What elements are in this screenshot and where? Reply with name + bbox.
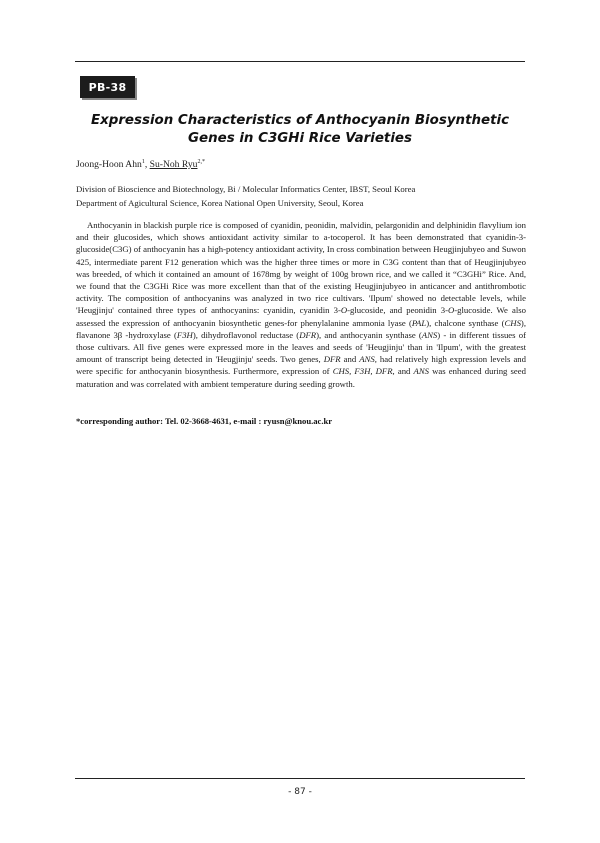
gene-pal: PAL — [411, 317, 427, 328]
gene-dfr: DFR — [323, 354, 341, 365]
gene-chs: CHS — [504, 317, 521, 328]
author-2-affil: 2,* — [197, 159, 205, 165]
author-list — [76, 159, 205, 170]
abstract-italic: O — [447, 305, 455, 316]
abstract-text: -glucoside, and peonidin 3- — [347, 305, 448, 316]
gene-list: CHS, F3H, DFR — [332, 366, 393, 377]
bottom-rule — [75, 778, 525, 779]
gene-ans: ANS — [359, 354, 375, 365]
affiliation-2: Department of Agicultural Science, Korea National Open University, Seoul, Korea — [76, 198, 364, 208]
abstract-text: , had relatively high expression levels and were specific for anthocyanin biosynthesis. Furthermore, expression of — [76, 354, 526, 377]
gene-ans: ANS — [413, 366, 429, 377]
gene-dfr: DFR — [299, 329, 317, 340]
author-1-affil: 1 — [141, 159, 145, 165]
abstract — [76, 219, 526, 390]
author-2: Su-Noh Ryu — [149, 159, 198, 171]
abstract-italic: O — [340, 305, 348, 316]
corresponding-author: *corresponding author: Tel. 02-3668-4631, e-mail : ryusn@knou.ac.kr — [76, 416, 333, 426]
abstract-text: Anthocyanin in blackish purple rice is composed of cyanidin, peonidin, malvidin, pelargonidin and delphinidin flavylium ion and their glucosides, which shows antioxidant activity similar to a-tocoperol. It has been demonstrated that cyanidin-3-glucoside(C3G) of anthocyanin has a high-potency antioxidant activity, In cross combination between Heugjinjubyeo and Suwon 425, intermediate parent F12 generation which was the higher three times or more in C3G content than that of Heugjinjubyeo was breeded, of which it contained an amount of 1678mg by weight of 100g brown rice, and we called it “C3GHi” Rice. And, we found that the C3GHi Rice was more excellent than that of the existing Heugjinjubyeo in anticancer and antithrombotic activity. The composition of anthocyanins was analyzed in two rice cultivars. 'Ilpum' showed no detectable levels, while 'Heugjinju' contained three types of anthocyanins: cyanidin, cyanidin 3- — [76, 220, 526, 316]
poster-id-badge: PB-38 — [80, 76, 135, 98]
affiliations — [76, 182, 526, 210]
paper-title — [75, 112, 525, 148]
gene-f3h: F3H — [176, 329, 193, 340]
abstract-text: ), dihydroflavonol reductase ( — [192, 329, 300, 340]
abstract-text: ), and anthocyanin synthase ( — [316, 329, 422, 340]
abstract-text: and — [340, 354, 360, 365]
gene-ans: ANS — [421, 329, 438, 340]
author-separator: , — [144, 159, 150, 171]
top-rule — [75, 61, 525, 62]
abstract-text: ), flavanone 3β -hydroxylase ( — [76, 317, 526, 340]
title-line-1: Expression Characteristics of Anthocyanin Biosynthetic — [90, 113, 510, 128]
title-line-2: Genes in C3GHi Rice Varieties — [188, 131, 412, 146]
abstract-text: ), chalcone synthase ( — [426, 317, 505, 328]
abstract-text: was enhanced during seed maturation and was correlated with ambient temperature during seeding growth. — [76, 366, 526, 389]
affiliation-1: Division of Bioscience and Biotechnology, Bi / Molecular Informatics Center, IBST, Seoul Korea — [76, 184, 416, 194]
author-1: Joong-Hoon Ahn — [76, 159, 142, 171]
abstract-text: -glucoside. We also assessed the expression of anthocyanin biosynthetic genes-for phenylalanine ammonia lyase ( — [76, 305, 526, 328]
abstract-text: , and — [392, 366, 414, 377]
abstract-text: ) - in different tissues of those cultivars. All five genes were expressed more in the leaves and seeds of 'Heugjinju' than in 'Ilpum', with the greatest amount of transcript being detected in 'Heugjinju' seeds. Two genes, — [76, 329, 526, 365]
page-number: - 87 - — [288, 787, 312, 797]
abstract-paragraph — [76, 219, 526, 390]
